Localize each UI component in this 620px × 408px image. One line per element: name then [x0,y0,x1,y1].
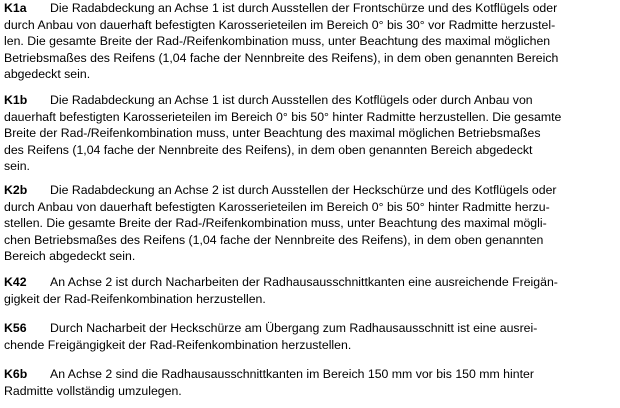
entry-k1a [4,0,616,83]
entry-text-line: des Reifens (1,04 fache der Nennbreite des Reifens), in dem oben genannten Bereich abgedeckt [4,142,533,157]
entry-code: K1a [4,1,27,15]
entry-text-line: dauerhaft befestigten Karosserieteilen im Bereich 0° bis 50° hinter Radmitte herzustellen. Die gesamte [4,109,562,124]
entry-text-line: chende Freigängigkeit der Rad-Reifenkombination herzustellen. [4,337,352,352]
entry-text-line: An Achse 2 ist durch Nacharbeiten der Radhausausschnittkanten eine ausreichende Freigän- [50,275,558,289]
entry-text-line: Betriebsmaßes des Reifens (1,04 fache der Nennbreite des Reifens), in dem oben genannten Bereich [4,50,559,65]
entry-text-line: durch Anbau von dauerhaft befestigten Karosserieteilen im Bereich 0° bis 30° vor Radmitte herzustel- [4,17,556,32]
entry-first-line [4,92,616,109]
entry-text-line: Breite der Rad-/Reifenkombination muss, unter Beachtung des maximal möglichen Betriebsmaßes [4,126,541,140]
entry-first-line [4,366,616,383]
entry-k56 [4,320,616,353]
entry-k6b [4,366,616,399]
entry-first-line [4,274,616,291]
entry-text-line: chen Betriebsmaßes des Reifens (1,04 fache der Nennbreite des Reifens), in dem oben genannten [4,232,544,247]
entry-k2b [4,182,616,265]
entry-code: K1b [4,93,28,107]
entry-text-line: Die Radabdeckung an Achse 2 ist durch Ausstellen der Heckschürze und des Kotflügels oder [50,183,557,197]
entry-first-line [4,0,616,17]
entry-text-line: durch Anbau von dauerhaft befestigten Karosserieteilen im Bereich 0° bis 50° hinter Radmitte herzu- [4,199,550,214]
entry-first-line [4,182,616,199]
entry-code: K56 [4,321,27,335]
entry-text-line: gigkeit der Rad-Reifenkombination herzustellen. [4,291,266,306]
entry-text-line: Radmitte vollständig umzulegen. [4,383,182,398]
entry-code: K2b [4,183,28,197]
entry-text-line: abgedeckt sein. [4,67,91,81]
entry-text-line: Durch Nacharbeit der Heckschürze am Übergang zum Radhausausschnitt ist eine ausrei- [50,321,538,335]
entry-text-line: Die Radabdeckung an Achse 1 ist durch Ausstellen der Frontschürze und des Kotflügels oder [50,1,558,15]
entry-text-line: An Achse 2 sind die Radhausausschnittkanten im Bereich 150 mm vor bis 150 mm hinter [50,367,534,381]
entry-code: K6b [4,367,28,381]
entry-text-line: len. Die gesamte Breite der Rad-/Reifenkombination muss, unter Beachtung des maximal möglichen [4,34,551,48]
entry-code: K42 [4,275,27,289]
entry-k42 [4,274,616,307]
entry-k1b [4,92,616,175]
entry-first-line [4,320,616,337]
entry-text-line: stellen. Die gesamte Breite der Rad-/Reifenkombination muss, unter Beachtung des maximal mögli- [4,216,547,230]
entry-text-line: Die Radabdeckung an Achse 1 ist durch Ausstellen des Kotflügels oder durch Anbau von [50,93,533,107]
entry-text-line: sein. [4,159,30,173]
entry-text-line: Bereich abgedeckt sein. [4,249,136,263]
